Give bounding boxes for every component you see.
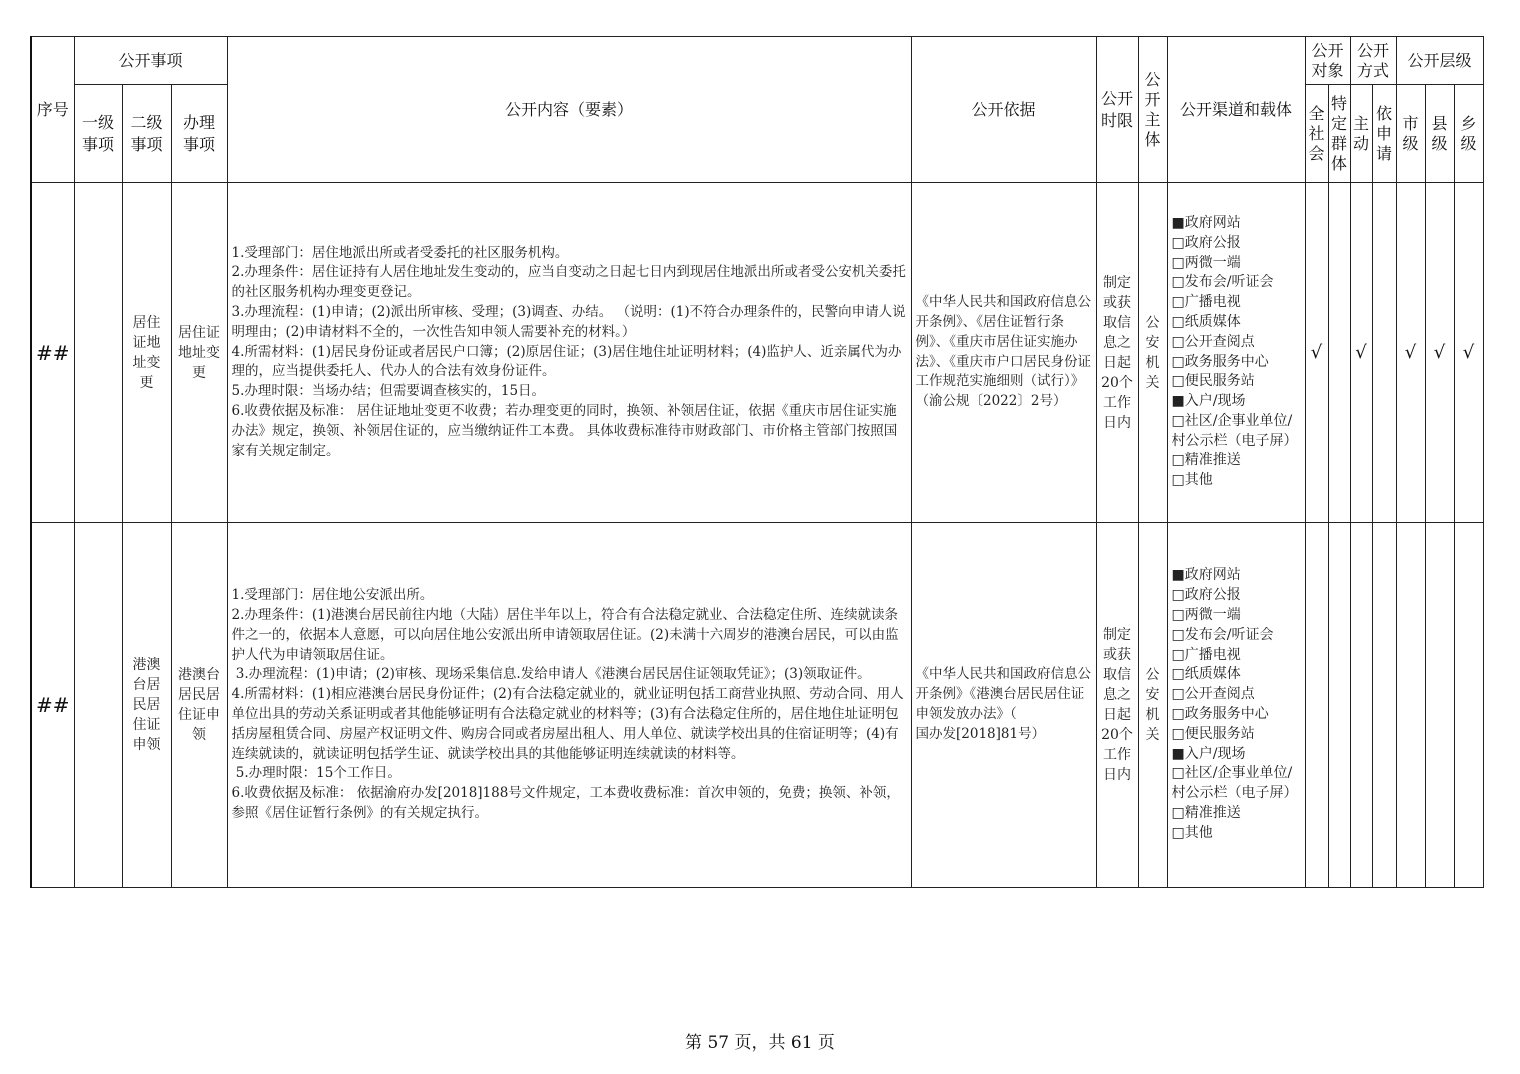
- header-row-1: [31, 37, 1483, 85]
- header-time-limit: 公开 时限: [1096, 37, 1138, 183]
- header-channel: 公开渠道和载体: [1167, 37, 1305, 183]
- row-check-active: √: [1350, 183, 1372, 523]
- row-channels: ■政府网站 □政府公报 □两微一端 □发布会/听证会 □广播电视 □纸质媒体 □公开查阅点 □政务服务中心 □便民服务站 ■入户/现场 □社区/企事业单位/村公示栏（电子屏） □精准推送 □其他: [1167, 523, 1305, 888]
- row-time-limit: 制定或获取信息之日起20个工作日内: [1096, 183, 1138, 523]
- table-row: [31, 523, 1483, 888]
- header-level: 公开层级: [1396, 37, 1483, 85]
- row-check-specific: [1328, 183, 1350, 523]
- header-level-county: 县级: [1425, 85, 1454, 183]
- row-basis: 《中华人民共和国政府信息公开条例》、《居住证暂行条例》、《重庆市居住证实施办法》、《重庆市户口居民身份证工作规范实施细则（试行）》（渝公规〔2022〕2号）: [911, 183, 1096, 523]
- row-handle: 居住证地址变更: [171, 183, 227, 523]
- header-content: 公开内容（要素）: [227, 37, 911, 183]
- row-check-county: [1425, 523, 1454, 888]
- header-method-active: 主动: [1350, 85, 1372, 183]
- header-level1: 一级 事项: [74, 85, 122, 183]
- header-handle: 办理 事项: [171, 85, 227, 183]
- row-check-county: √: [1425, 183, 1454, 523]
- row-level1: [74, 183, 122, 523]
- header-object: 公开 对象: [1305, 37, 1350, 85]
- header-level-city: 市级: [1396, 85, 1425, 183]
- row-seq: ##: [31, 183, 74, 523]
- row-level2: 居住证地址变更: [122, 183, 171, 523]
- header-level2: 二级 事项: [122, 85, 171, 183]
- row-check-active: [1350, 523, 1372, 888]
- header-seq: 序号: [31, 37, 74, 183]
- row-level2: 港澳台居民居住证申领: [122, 523, 171, 888]
- row-check-request: [1372, 523, 1396, 888]
- row-check-town: √: [1454, 183, 1483, 523]
- row-level1: [74, 523, 122, 888]
- header-subject: 公开 主体: [1138, 37, 1167, 183]
- row-channels: ■政府网站 □政府公报 □两微一端 □发布会/听证会 □广播电视 □纸质媒体 □公开查阅点 □政务服务中心 □便民服务站 ■入户/现场 □社区/企事业单位/村公示栏（电子屏） □精准推送 □其他: [1167, 183, 1305, 523]
- header-method: 公开 方式: [1350, 37, 1396, 85]
- row-subject: 公安机关: [1138, 523, 1167, 888]
- row-content: 1.受理部门：居住地公安派出所。 2.办理条件：(1)港澳台居民前往内地（大陆）居住半年以上，符合有合法稳定就业、合法稳定住所、连续就读条件之一的，依据本人意愿，可以向居住地公安派出所申请领取居住证。(2)未满十六周岁的港澳台居民，可以由监护人代为申请领取居住证。 3.办理流程：(1)申请；(2)审核、现场采集信息.发给申请人《港澳台居民居住证领取凭证》；(3)领取证件。 4.所需材料：(1)相应港澳台居民身份证件；(2)有合法稳定就业的，就业证明包括工商营业执照、劳动合同、用人单位出具的劳动关系证明或者其他能够证明有合法稳定就业的材料等；(3)有合法稳定住所的，居住地住址证明包括房屋租赁合同、房屋产权证明文件、购房合同或者房屋出租人、用人单位、就读学校出具的住宿证明等；(4)有连续就读的，就读证明包括学生证、就读学校出具的其他能够证明连续就读的材料等。 5.办理时限：15个工作日。 6.收费依据及标准： 依据渝府办发[2018]188号文件规定，工本费收费标准：首次申领的，免费；换领、补领，参照《居住证暂行条例》的有关规定执行。: [227, 523, 911, 888]
- row-check-all: √: [1305, 183, 1328, 523]
- table-row: [31, 183, 1483, 523]
- header-method-request: 依申请: [1372, 85, 1396, 183]
- row-time-limit: 制定或获取信息之日起20个工作日内: [1096, 523, 1138, 888]
- row-basis: 《中华人民共和国政府信息公开条例》《港澳台居民居住证申领发放办法》（ 国办发[2018]81号）: [911, 523, 1096, 888]
- row-check-town: [1454, 523, 1483, 888]
- row-seq: ##: [31, 523, 74, 888]
- row-content: 1.受理部门：居住地派出所或者受委托的社区服务机构。 2.办理条件：居住证持有人居住地址发生变动的，应当自变动之日起七日内到现居住地派出所或者受公安机关委托的社区服务机构办理变更登记。 3.办理流程：(1)申请；(2)派出所审核、受理；(3)调查、办结。 （说明：(1)不符合办理条件的，民警向申请人说明理由；(2)申请材料不全的，一次性告知申领人需要补充的材料。） 4.所需材料：(1)居民身份证或者居民户口簿；(2)原居住证；(3)居住地住址证明材料；(4)监护人、近亲属代为办理的，应当提供委托人、代办人的合法有效身份证件。 5.办理时限：当场办结；但需要调查核实的，15日。 6.收费依据及标准： 居住证地址变更不收费；若办理变更的同时，换领、补领居住证，依据《重庆市居住证实施办法》规定，换领、补领居住证的，应当缴纳证件工本费。 具体收费标准待市财政部门、市价格主管部门按照国家有关规定制定。: [227, 183, 911, 523]
- header-object-specific: 特定群体: [1328, 85, 1350, 183]
- disclosure-table: [30, 36, 1484, 888]
- header-basis: 公开依据: [911, 37, 1096, 183]
- header-level-town: 乡级: [1454, 85, 1483, 183]
- header-items-group: 公开事项: [74, 37, 227, 85]
- row-check-all: [1305, 523, 1328, 888]
- header-object-all: 全社会: [1305, 85, 1328, 183]
- row-check-request: [1372, 183, 1396, 523]
- row-handle: 港澳台居民居住证申领: [171, 523, 227, 888]
- row-check-specific: [1328, 523, 1350, 888]
- page-footer: 第 57 页，共 61 页: [685, 1033, 835, 1053]
- row-subject: 公安机关: [1138, 183, 1167, 523]
- row-check-city: [1396, 523, 1425, 888]
- row-check-city: √: [1396, 183, 1425, 523]
